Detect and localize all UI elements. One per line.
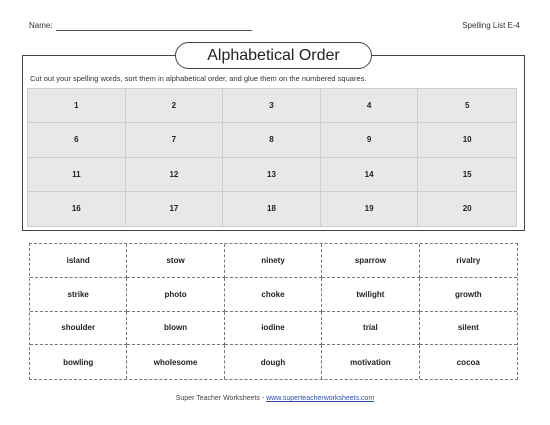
numbered-square: 7 [126, 123, 224, 157]
numbered-square: 15 [418, 158, 516, 192]
word-card[interactable]: rivalry [420, 244, 517, 278]
word-card[interactable]: island [30, 244, 127, 278]
word-card[interactable]: blown [127, 312, 224, 346]
numbered-grid [27, 88, 517, 227]
numbered-square: 1 [28, 89, 126, 123]
word-card[interactable]: dough [225, 345, 322, 379]
footer-link[interactable]: www.superteacherworksheets.com [266, 395, 375, 402]
footer-text: Super Teacher Worksheets - [175, 395, 267, 402]
numbered-square: 13 [223, 158, 321, 192]
numbered-square: 8 [223, 123, 321, 157]
word-card[interactable]: wholesome [127, 345, 224, 379]
word-card[interactable]: bowling [30, 345, 127, 379]
numbered-square: 9 [321, 123, 419, 157]
word-card[interactable]: cocoa [456, 357, 480, 367]
numbered-square: 20 [462, 204, 472, 214]
numbered-square: 3 [223, 89, 321, 123]
numbered-square: 18 [223, 192, 321, 226]
numbered-square: 12 [126, 158, 224, 192]
spelling-list-id: Spelling List E-4 [462, 21, 520, 30]
word-card[interactable]: iodine [225, 312, 322, 346]
page-title: Alphabetical Order [175, 42, 372, 69]
word-card[interactable]: motivation [322, 345, 419, 379]
numbered-square: 10 [418, 123, 516, 157]
numbered-square: 4 [321, 89, 419, 123]
numbered-square: 14 [321, 158, 419, 192]
numbered-square: 17 [126, 192, 224, 226]
word-card[interactable]: silent [420, 312, 517, 346]
numbered-square: 11 [28, 158, 126, 192]
word-card[interactable]: strike [30, 278, 127, 312]
word-card[interactable]: stow [127, 244, 224, 278]
numbered-square: 16 [28, 192, 126, 226]
word-card[interactable]: choke [225, 278, 322, 312]
name-line[interactable] [56, 30, 252, 31]
word-card[interactable]: growth [420, 278, 517, 312]
name-label: Name: [29, 21, 53, 30]
numbered-square: 5 [418, 89, 516, 123]
word-card[interactable]: twilight [322, 278, 419, 312]
instructions: Cut out your spelling words, sort them in alphabetical order, and glue them on the numbered squares. [30, 74, 367, 83]
word-card[interactable]: trial [322, 312, 419, 346]
word-card[interactable]: ninety [225, 244, 322, 278]
word-card[interactable]: shoulder [30, 312, 127, 346]
numbered-square: 6 [28, 123, 126, 157]
word-cutouts [29, 243, 518, 380]
numbered-square: 2 [126, 89, 224, 123]
numbered-square: 19 [321, 192, 419, 226]
word-card[interactable]: sparrow [322, 244, 419, 278]
footer [0, 395, 550, 402]
word-card[interactable]: photo [127, 278, 224, 312]
